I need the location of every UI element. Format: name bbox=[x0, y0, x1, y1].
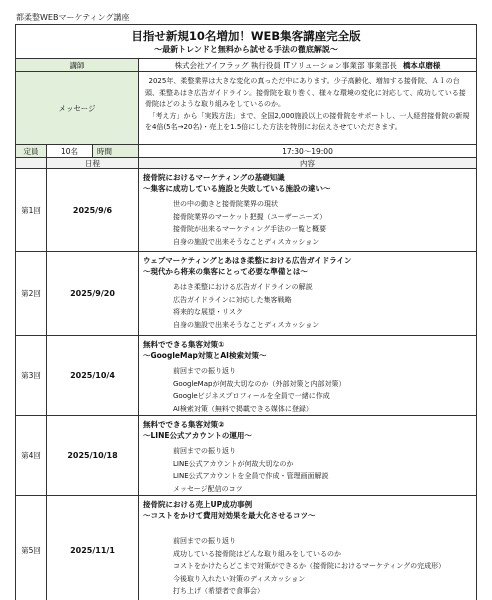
time-label: 時間 bbox=[93, 145, 139, 157]
session-items bbox=[143, 198, 472, 248]
session-item: 自身の施設で出来そうなことディスカッション bbox=[173, 320, 320, 329]
session-item: Googleビジネスプロフィールを全員で一緒に作成 bbox=[173, 392, 330, 400]
session-item: LINE公式アカウントを全員で作成・管理画面解説 bbox=[173, 472, 329, 480]
session-item: AI検索対策（無料で掲載できる媒体に登録） bbox=[173, 404, 313, 413]
session-item: 前回までの振り返り bbox=[173, 537, 236, 545]
session-items bbox=[143, 445, 472, 495]
session-items bbox=[143, 535, 472, 598]
session-subtitle: 〜集客に成功している施設と失敗している施設の違い〜 bbox=[143, 184, 331, 193]
session-date: 2025/10/18 bbox=[47, 416, 139, 495]
session-row bbox=[16, 336, 476, 416]
session-item: 成功している接骨院はどんな取り組みをしているのか bbox=[173, 549, 341, 558]
message-paragraph: 2025年、柔整業界は大きな変化の真っただ中にあります。少子高齢化、増加する接骨院、ＡＩの台頭、柔整あはき広告ガイドライン。接骨院を取り巻く、様々な環境の変化に対応して、成功している接骨院はどのような取り組みをしているのか。 bbox=[145, 77, 466, 108]
page-title: 目指せ新規10名増加！WEB集客講座完全版 bbox=[131, 29, 361, 43]
session-items bbox=[143, 281, 472, 331]
session-subtitle: 〜GoogleMap対策とAI検索対策〜 bbox=[143, 351, 267, 360]
session-item: 世の中の動きと接骨院業界の現状 bbox=[173, 200, 278, 208]
capacity-value: 10名 bbox=[47, 145, 93, 157]
session-title: 無料でできる集客対策② bbox=[143, 420, 225, 429]
session-item: 将来的な展望・リスク bbox=[173, 308, 243, 316]
session-item: メッセージ配信のコツ bbox=[173, 484, 243, 493]
session-date: 2025/9/6 bbox=[47, 169, 139, 251]
session-item: 接骨院業界のマーケット把握（ユーザーニーズ） bbox=[173, 212, 327, 221]
session-content bbox=[139, 252, 476, 335]
message-row bbox=[16, 72, 476, 145]
session-row bbox=[16, 252, 476, 336]
session-row bbox=[16, 416, 476, 496]
title-box bbox=[16, 25, 476, 59]
session-content bbox=[139, 416, 476, 495]
session-item: 自身の施設で出来そうなことディスカッション bbox=[173, 237, 320, 246]
session-item: GoogleMapが何故大切なのか（外部対策と内部対策） bbox=[173, 379, 346, 388]
session-number: 第1回 bbox=[16, 169, 47, 251]
session-subtitle: 〜LINE公式アカウントの運用〜 bbox=[143, 431, 252, 440]
lecturer-name: 橋本卓磨様 bbox=[402, 60, 441, 70]
session-number: 第4回 bbox=[16, 416, 47, 495]
session-number: 第2回 bbox=[16, 252, 47, 335]
time-value: 17:30〜19:00 bbox=[282, 146, 333, 156]
session-content bbox=[139, 169, 476, 251]
session-item: 接骨院が出来るマーケティング手法の一覧と概要 bbox=[173, 225, 327, 233]
session-date: 2025/9/20 bbox=[47, 252, 139, 335]
info-row bbox=[16, 145, 476, 158]
session-item: 前回までの振り返り bbox=[173, 367, 236, 375]
message-label: メッセージ bbox=[16, 72, 139, 144]
session-item: コストをかけたらどこまで対策ができるか（接骨院におけるマーケティングの完成形） bbox=[173, 562, 446, 570]
message-body bbox=[139, 72, 476, 144]
session-number: 第5回 bbox=[16, 496, 47, 600]
course-sheet bbox=[15, 24, 477, 600]
session-item: 今後取り入れたい対策のディスカッション bbox=[173, 574, 306, 583]
lecturer-value bbox=[139, 59, 476, 71]
lecturer-label: 講師 bbox=[16, 59, 139, 71]
header-date: 日程 bbox=[47, 158, 139, 168]
session-item: 打ち上げ（希望者で食事会） bbox=[173, 587, 264, 595]
session-date: 2025/11/1 bbox=[47, 496, 139, 600]
session-title: ウェブマーケティングとあはき柔整における広告ガイドライン bbox=[143, 256, 352, 265]
session-item: 前回までの振り返り bbox=[173, 447, 236, 455]
session-content bbox=[139, 496, 476, 600]
session-row bbox=[16, 169, 476, 252]
header-content: 内容 bbox=[139, 158, 476, 168]
capacity-label: 定員 bbox=[16, 145, 47, 157]
session-title: 接骨院におけるマーケティングの基礎知識 bbox=[143, 173, 285, 182]
session-subtitle: 〜コストをかけて費用対効果を最大化させるコツ〜 bbox=[143, 511, 316, 520]
session-item: 広告ガイドラインに対応した集客戦略 bbox=[173, 295, 292, 304]
schedule-header-row bbox=[16, 158, 476, 169]
session-items bbox=[143, 365, 472, 415]
header-empty-cell bbox=[16, 158, 47, 168]
session-number: 第3回 bbox=[16, 336, 47, 415]
page-header: 都柔整WEBマーケティング講座 bbox=[16, 13, 130, 22]
session-item: LINE公式アカウントが何故大切なのか bbox=[173, 459, 294, 468]
session-date: 2025/10/4 bbox=[47, 336, 139, 415]
session-content bbox=[139, 336, 476, 415]
lecturer-affiliation: 株式会社アイフラッグ 執行役員 ITソリューション事業部 事業部長 bbox=[174, 60, 397, 70]
session-item: あはき柔整における広告ガイドラインの解説 bbox=[173, 283, 313, 291]
lecturer-row bbox=[16, 59, 476, 72]
session-subtitle: 〜現代から将来の集客にとって必要な準備とは〜 bbox=[143, 267, 308, 276]
session-title: 接骨院における売上UP成功事例 bbox=[143, 500, 253, 509]
session-title: 無料でできる集客対策① bbox=[143, 340, 225, 349]
session-row bbox=[16, 496, 476, 600]
page-subtitle: 〜最新トレンドと無料から試せる手法の徹底解説〜 bbox=[154, 45, 338, 54]
message-paragraph: 「考え方」から「実践方法」まで、全国2,000施設以上の接骨院をサポートし、一人経営接骨院の新規を4倍(5名→20名)・売上を1.5倍にした方法を特別にお伝えさせていただきます。 bbox=[145, 111, 470, 131]
